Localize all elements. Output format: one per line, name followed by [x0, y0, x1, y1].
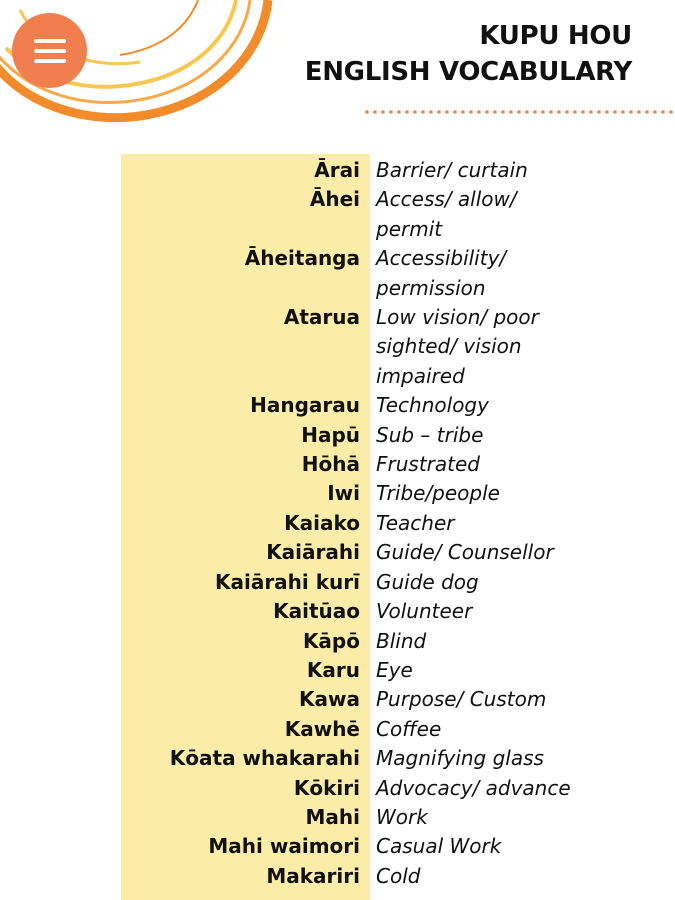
- translation-line: Advocacy/ advance: [376, 775, 571, 800]
- maori-word: Karu: [306, 657, 360, 682]
- translation-line: Teacher: [376, 510, 455, 535]
- english-translation: [370, 597, 530, 626]
- vocab-row: [121, 450, 675, 479]
- vocab-row: [121, 391, 675, 420]
- translation-line: Blind: [376, 628, 427, 653]
- dotted-divider: [363, 107, 675, 117]
- translation-line: impaired: [376, 363, 465, 388]
- english-translation: [370, 803, 530, 832]
- vocab-row: [121, 303, 675, 391]
- maori-word: Kōkiri: [293, 775, 360, 800]
- maori-word: Kaiārahi kurī: [214, 569, 360, 594]
- vocab-row: [121, 803, 675, 832]
- maori-word: Iwi: [327, 481, 360, 506]
- maori-word: Kaiārahi: [266, 540, 360, 565]
- translation-line: Coffee: [376, 716, 442, 741]
- vocab-row: [121, 597, 675, 626]
- vocab-row: [121, 685, 675, 714]
- hamburger-line: [34, 59, 66, 63]
- translation-line: Technology: [376, 393, 489, 418]
- translation-line: Eye: [376, 657, 413, 682]
- maori-word: Atarua: [283, 305, 360, 330]
- vocab-row: [121, 656, 675, 685]
- english-translation: [370, 421, 530, 450]
- english-translation: [370, 303, 539, 391]
- vocab-row: [121, 185, 675, 244]
- translation-line: Cold: [376, 863, 421, 888]
- translation-line: Purpose/ Custom: [376, 687, 547, 712]
- english-translation: [370, 479, 530, 508]
- hamburger-line: [34, 49, 66, 53]
- english-translation: [370, 185, 530, 244]
- maori-word: Kawhē: [284, 716, 360, 741]
- translation-line: sighted/ vision: [376, 334, 522, 359]
- translation-line: Casual Work: [376, 834, 502, 859]
- translation-line: Work: [376, 804, 428, 829]
- vocabulary-list: [121, 156, 675, 891]
- maori-word: Hōhā: [301, 452, 360, 477]
- english-translation: [370, 774, 571, 803]
- english-translation: [370, 832, 530, 861]
- translation-line: permit: [376, 216, 443, 241]
- vocab-row: [121, 156, 675, 185]
- translation-line: Guide/ Counsellor: [376, 540, 554, 565]
- vocab-row: [121, 774, 675, 803]
- english-translation: [370, 391, 530, 420]
- maori-word: Āheitanga: [244, 246, 360, 271]
- translation-line: Access/ allow/: [376, 187, 517, 212]
- maori-word: Ārai: [314, 158, 360, 182]
- maori-word: Āhei: [309, 187, 360, 212]
- english-translation: [370, 715, 530, 744]
- english-translation: [370, 509, 530, 538]
- translation-line: Frustrated: [376, 452, 480, 477]
- english-translation: [370, 538, 554, 567]
- english-translation: [370, 656, 530, 685]
- maori-word: Hangarau: [250, 393, 360, 418]
- translation-line: permission: [376, 275, 486, 300]
- translation-line: Barrier/ curtain: [376, 158, 528, 182]
- english-translation: [370, 244, 530, 303]
- english-translation: [370, 568, 530, 597]
- translation-line: Sub – tribe: [376, 422, 484, 447]
- title-line-1: KUPU HOU: [479, 21, 632, 51]
- vocab-row: [121, 627, 675, 656]
- vocab-row: [121, 509, 675, 538]
- menu-button[interactable]: [12, 13, 87, 88]
- english-translation: [370, 450, 530, 479]
- title-line-2: ENGLISH VOCABULARY: [304, 57, 632, 87]
- vocab-row: [121, 715, 675, 744]
- maori-word: Kāpō: [302, 628, 360, 653]
- translation-line: Guide dog: [376, 569, 479, 594]
- english-translation: [370, 744, 544, 773]
- hamburger-menu-icon: [34, 39, 66, 43]
- vocab-row: [121, 832, 675, 861]
- maori-word: Hapū: [301, 422, 360, 447]
- vocab-row: [121, 568, 675, 597]
- translation-line: Accessibility/: [376, 246, 507, 271]
- translation-line: Volunteer: [376, 599, 473, 624]
- maori-word: Mahi: [305, 804, 360, 829]
- vocab-row: [121, 244, 675, 303]
- vocab-row: [121, 479, 675, 508]
- vocab-row: [121, 421, 675, 450]
- translation-line: Magnifying glass: [376, 746, 544, 771]
- maori-word: Kawa: [299, 687, 360, 712]
- translation-line: Low vision/ poor: [376, 305, 539, 330]
- maori-word: Kōata whakarahi: [169, 746, 360, 771]
- maori-word: Kaitūao: [273, 599, 360, 624]
- page-title: [305, 18, 632, 90]
- vocab-row: [121, 538, 675, 567]
- english-translation: [370, 156, 530, 185]
- vocab-row: [121, 862, 675, 891]
- english-translation: [370, 627, 530, 656]
- maori-word: Mahi waimori: [208, 834, 360, 859]
- english-translation: [370, 685, 547, 714]
- maori-word: Makariri: [266, 863, 360, 888]
- translation-line: Tribe/people: [376, 481, 500, 506]
- vocab-row: [121, 744, 675, 773]
- maori-word: Kaiako: [284, 510, 360, 535]
- english-translation: [370, 862, 530, 891]
